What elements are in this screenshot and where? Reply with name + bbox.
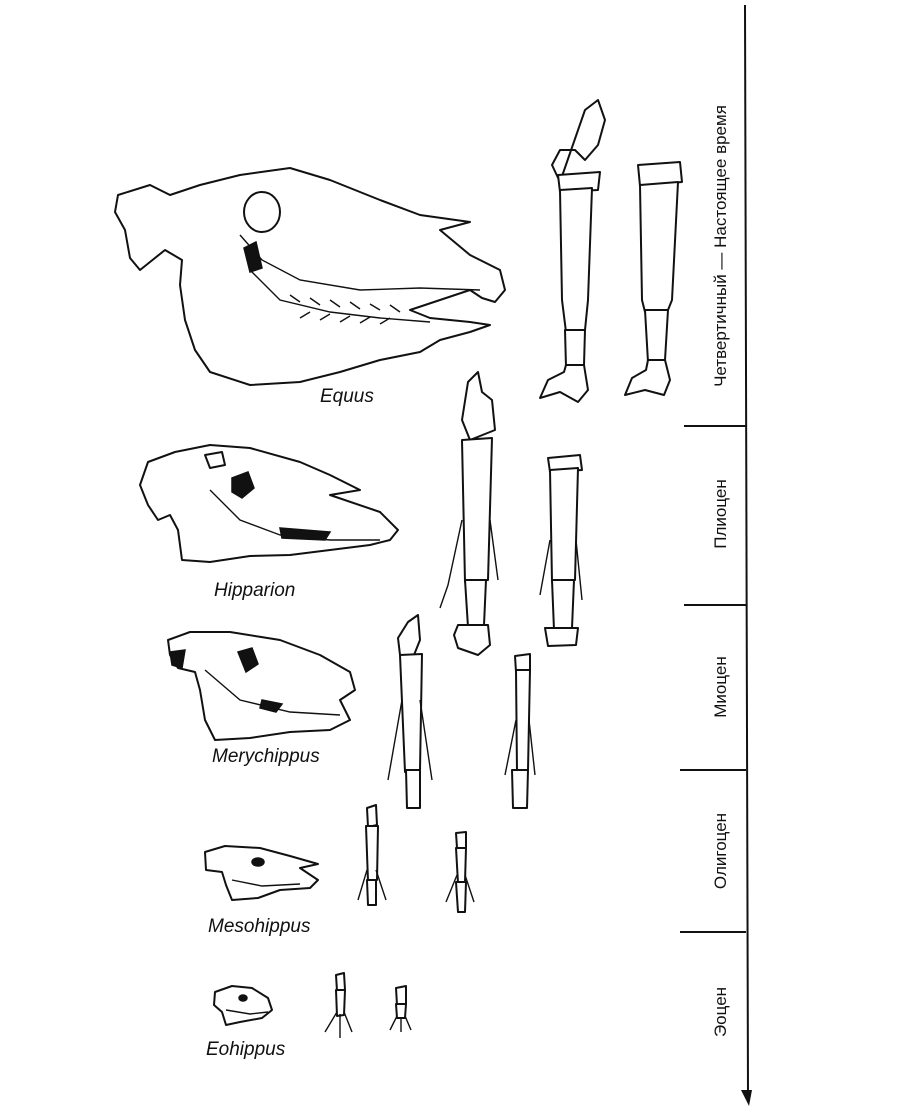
hipparion-skull: [140, 445, 398, 562]
timeline-arrow-icon: [741, 1090, 752, 1106]
equus-hindlimb: [625, 162, 682, 395]
taxon-label-equus: Equus: [320, 386, 374, 407]
epoch-label-eocene: Эоцен: [711, 986, 730, 1038]
epoch-label-miocene: Миоцен: [711, 656, 730, 718]
hipparion-forelimb: [440, 372, 498, 655]
mesohippus-hindlimb: [446, 832, 474, 912]
eohippus-forelimb: [325, 973, 352, 1038]
epoch-label-quaternary: Четвертичный — Настоящее время: [711, 105, 730, 387]
epoch-label-pliocene: Плиоцен: [711, 479, 730, 549]
merychippus-forelimb: [388, 615, 432, 808]
taxon-label-merychippus: Merychippus: [212, 746, 320, 767]
epoch-label-oligocene: Олигоцен: [711, 812, 730, 890]
eohippus-skull: [214, 986, 272, 1025]
eohippus-hindlimb: [390, 986, 411, 1032]
equus-forelimb: [540, 100, 605, 402]
taxon-label-mesohippus: Mesohippus: [208, 916, 311, 937]
taxon-label-eohippus: Eohippus: [206, 1039, 286, 1060]
merychippus-hindlimb: [505, 654, 535, 808]
timeline-axis: [745, 5, 748, 1098]
hipparion-hindlimb: [540, 455, 582, 646]
merychippus-skull: [168, 632, 355, 740]
taxon-label-hipparion: Hipparion: [214, 580, 296, 601]
mesohippus-skull: [205, 846, 318, 900]
equus-skull: [115, 168, 505, 385]
mesohippus-forelimb: [358, 805, 386, 905]
